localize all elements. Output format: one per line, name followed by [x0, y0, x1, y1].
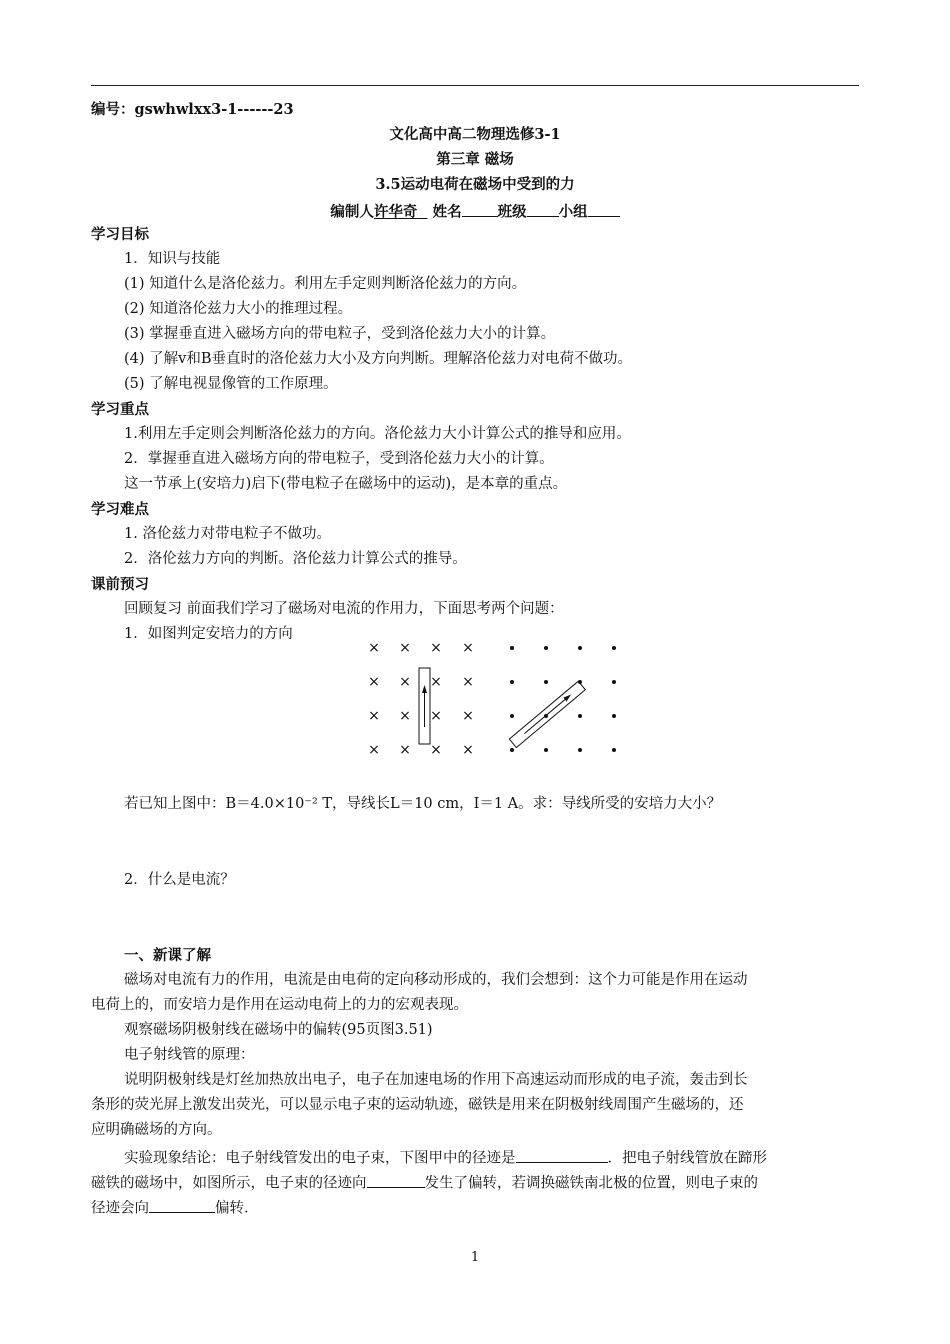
chapter-title: 第三章 磁场 — [436, 151, 514, 168]
goal-item: (3) 掌握垂直进入磁场方向的带电粒子，受到洛伦兹力大小的计算。 — [124, 326, 556, 342]
field-cross-symbol: × — [430, 674, 442, 690]
key-point-item: 这一节承上(安培力)启下(带电粒子在磁场中的运动)，是本章的重点。 — [124, 476, 568, 492]
page-number: 1 — [470, 1250, 480, 1265]
deflection-blank[interactable] — [367, 1172, 425, 1188]
preview-intro: 回顾复习 前面我们学习了磁场对电流的作用力，下面思考两个问题： — [124, 601, 564, 617]
document-code: 编号：gswhwlxx3-1------23 — [91, 101, 294, 118]
preview-question-2: 2．什么是电流？ — [124, 872, 235, 888]
magnetic-field-out-of-page — [510, 646, 616, 752]
field-dot-symbol — [612, 680, 616, 684]
field-cross-symbol: × — [462, 708, 474, 724]
calculation-question: 若已知上图中：B＝4.0×10⁻² T，导线长L＝10 cm，I＝1 A。求：导线所受的安培力大小？ — [124, 796, 722, 812]
field-dot-symbol — [612, 748, 616, 752]
field-dot-symbol — [612, 714, 616, 718]
header-rule — [91, 85, 859, 86]
goals-heading: 学习目标 — [91, 226, 149, 243]
trajectory-blank[interactable] — [516, 1147, 608, 1163]
goal-item: (2) 知道洛伦兹力大小的推理过程。 — [124, 301, 353, 317]
paragraph-line: 实验现象结论：电子射线管发出的电子束，下图甲中的径迹是 ．把电子射线管放在蹄形 — [124, 1147, 767, 1168]
key-point-item: 2．掌握垂直进入磁场方向的带电粒子，受到洛伦兹力大小的计算。 — [124, 451, 554, 467]
paragraph-line: 磁场对电流有力的作用，电流是由电荷的定向移动形成的，我们会想到：这个力可能是作用在运动 — [124, 972, 748, 988]
field-dot-symbol — [578, 748, 582, 752]
paragraph-line: 电子射线管的原理： — [124, 1047, 255, 1063]
ampere-force-figure — [360, 632, 630, 767]
group-blank[interactable] — [588, 201, 620, 217]
difficulty-item: 2．洛伦兹力方向的判断。洛伦兹力计算公式的推导。 — [124, 551, 467, 567]
paragraph-line: 说明阴极射线是灯丝加热放出电子，电子在加速电场的作用下高速运动而形成的电子流，轰击到长 — [124, 1072, 748, 1088]
magnetic-field-into-page — [368, 640, 474, 758]
paragraph-line: 电荷上的，而安培力是作用在运动电荷上的力的宏观表现。 — [91, 997, 468, 1013]
field-cross-symbol: × — [368, 640, 380, 656]
new-lesson-heading: 一、新课了解 — [124, 947, 211, 964]
difficulty-item: 1. 洛伦兹力对带电粒子不做功。 — [124, 526, 331, 542]
field-dot-symbol — [544, 748, 548, 752]
editor-name: 许华奇 — [373, 203, 418, 221]
field-cross-symbol: × — [399, 708, 411, 724]
field-dot-symbol — [544, 680, 548, 684]
name-blank[interactable] — [462, 201, 498, 217]
difficulties-heading: 学习难点 — [91, 501, 149, 518]
paragraph-line: 条形的荧光屏上激发出荧光，可以显示电子束的运动轨迹，磁铁是用来在阴极射线周围产生磁场的，还 — [91, 1097, 744, 1113]
preview-heading: 课前预习 — [91, 576, 149, 593]
current-arrowhead-up — [422, 685, 427, 693]
paragraph-line: 观察磁场阴极射线在磁场中的偏转(95页图3.51) — [124, 1022, 433, 1038]
key-point-item: 1.利用左手定则会判断洛伦兹力的方向。洛伦兹力大小计算公式的推导和应用。 — [124, 426, 631, 442]
field-cross-symbol: × — [462, 674, 474, 690]
goal-item: (1) 知道什么是洛伦兹力。利用左手定则判断洛伦兹力的方向。 — [124, 276, 527, 292]
preview-question-1: 1．如图判定安培力的方向 — [124, 626, 293, 642]
editor-label: 编制人 — [330, 203, 374, 221]
field-cross-symbol: × — [430, 708, 442, 724]
class-blank[interactable] — [527, 201, 559, 217]
name-label: 姓名 — [432, 203, 462, 221]
paragraph-line: 磁铁的磁场中，如图所示，电子束的径迹向 发生了偏转，若调换磁铁南北极的位置，则电子束的 — [91, 1172, 758, 1193]
goal-item: (4) 了解v和B垂直时的洛伦兹力大小及方向判断。理解洛伦兹力对电荷不做功。 — [124, 351, 632, 367]
paragraph-line: 应明确磁场的方向。 — [91, 1122, 222, 1138]
field-cross-symbol: × — [368, 742, 380, 758]
field-cross-symbol: × — [399, 674, 411, 690]
key-points-heading: 学习重点 — [91, 401, 149, 418]
reversed-deflection-blank[interactable] — [149, 1197, 215, 1213]
goals-subheading: 1．知识与技能 — [124, 251, 221, 267]
field-cross-symbol: × — [399, 640, 411, 656]
field-dot-symbol — [544, 646, 548, 650]
field-dot-symbol — [510, 646, 514, 650]
field-cross-symbol: × — [462, 742, 474, 758]
field-dot-symbol — [578, 646, 582, 650]
field-dot-symbol — [578, 714, 582, 718]
field-cross-symbol: × — [368, 674, 380, 690]
field-cross-symbol: × — [399, 742, 411, 758]
editor-line — [91, 201, 859, 221]
field-cross-symbol: × — [430, 640, 442, 656]
class-label: 班级 — [497, 203, 527, 221]
course-title: 文化高中高二物理选修3-1 — [389, 126, 561, 143]
field-cross-symbol: × — [430, 742, 442, 758]
field-dot-symbol — [510, 680, 514, 684]
group-label: 小组 — [558, 203, 588, 221]
field-cross-symbol: × — [462, 640, 474, 656]
paragraph-line: 径迹会向 偏转． — [91, 1197, 259, 1218]
field-dot-symbol — [510, 714, 514, 718]
field-dot-symbol — [612, 646, 616, 650]
field-dot-symbol — [510, 748, 514, 752]
field-cross-symbol: × — [368, 708, 380, 724]
tilted-conductor — [509, 681, 585, 747]
goal-item: (5) 了解电视显像管的工作原理。 — [124, 376, 338, 392]
section-title: 3.5运动电荷在磁场中受到的力 — [375, 176, 575, 193]
